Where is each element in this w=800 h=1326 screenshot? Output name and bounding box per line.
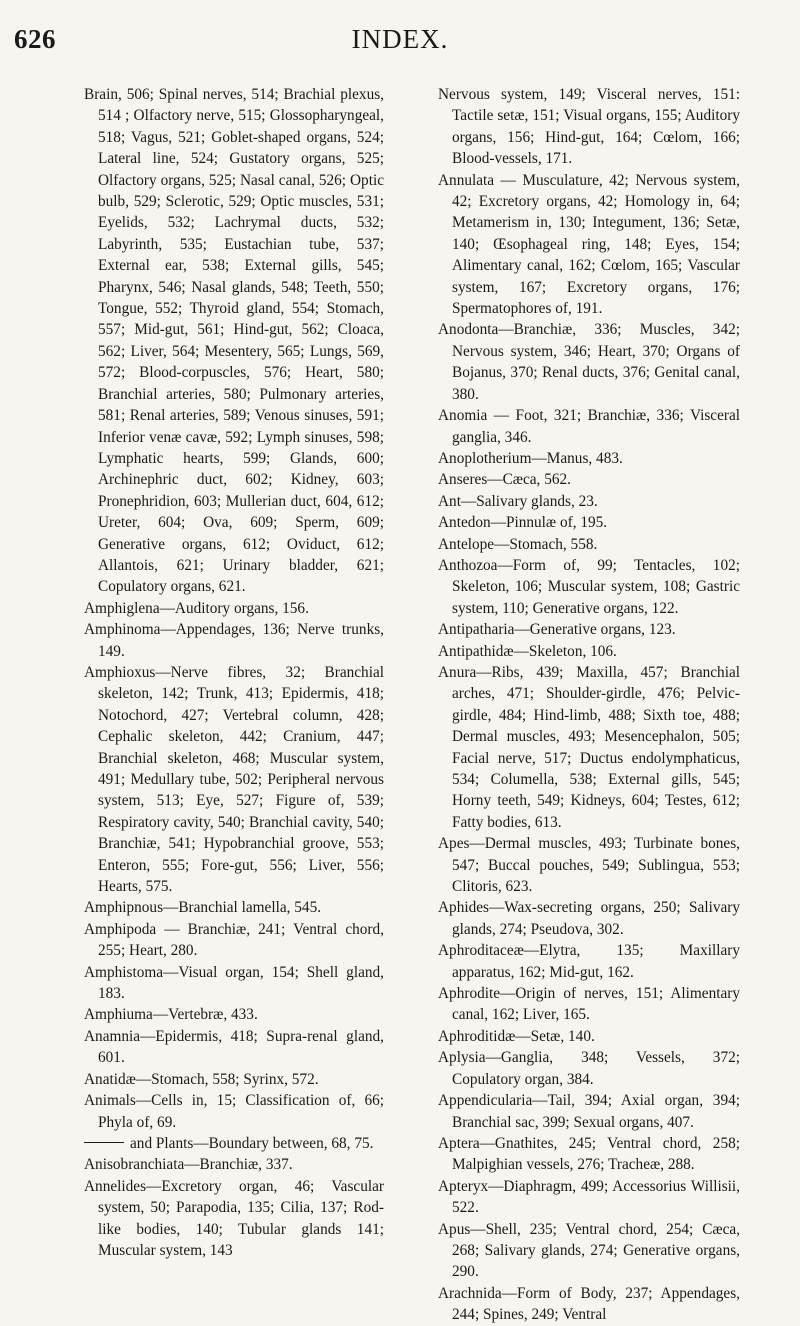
index-entry: Aphrodite—Origin of nerves, 151; Alimentary canal, 162; Liver, 165. <box>438 985 740 1024</box>
index-entry: Antedon—Pinnulæ of, 195. <box>438 514 608 532</box>
index-entry: Antipatharia—Generative organs, 123. <box>438 621 676 639</box>
index-entry: Amphipnous—Branchial lamella, 545. <box>84 899 322 917</box>
index-entry: Ant—Salivary glands, 23. <box>438 492 598 510</box>
index-entry: Amphipoda — Branchiæ, 241; Ventral chord, 255; Heart, 280. <box>84 920 384 960</box>
index-entry: Amphiuma—Vertebræ, 433. <box>84 1006 258 1024</box>
index-entry: Aphroditaceæ—Elytra, 135; Maxillary apparatus, 162; Mid-gut, 162. <box>438 942 740 981</box>
index-entry: Annulata — Musculature, 42; Nervous system, 42; Excretory organs, 42; Homology in, 64; Metamerism in, 130; Integument, 136; Setæ, 140; Œsophageal ring, 148; Eyes, 154; Alimentary canal, 162; Cœlom, 165; Vascular system, 167; Excretory organs, 176; Spermatophores of, 191. <box>438 171 740 318</box>
index-entry: Brain, 506; Spinal nerves, 514; Brachial plexus, 514 ; Olfactory nerve, 515; Glossopharyngeal, 518; Vagus, 521; Goblet-shaped organs, 524; Lateral line, 524; Gustatory organs, 525; Olfactory organs, 525; Nasal canal, 526; Optic bulb, 529; Sclerotic, 529; Optic muscles, 531; Eyelids, 532; Lachrymal ducts, 532; Labyrinth, 535; Eustachian tube, 537; External ear, 538; External gills, 545; Pharynx, 546; Nasal glands, 548; Teeth, 550; Tongue, 552; Thyroid gland, 554; Stomach, 557; Mid-gut, 561; Hind-gut, 562; Cloaca, 562; Liver, 564; Mesentery, 565; Lungs, 569, 572; Blood-corpuscles, 576; Heart, 580; Branchial arteries, 580; Pulmonary arteries, 581; Renal arteries, 589; Venous sinuses, 591; Inferior venæ cavæ, 592; Lymph sinuses, 598; Lymphatic hearts, 599; Glands, 600; Archinephric duct, 602; Kidney, 603; Pronephridion, 603; Mullerian duct, 604, 612; Ureter, 604; Ova, 609; Sperm, 609; Generative organs, 612; Oviduct, 612; Allantois, 621; Urinary bladder, 621; Copulatory organs, 621. <box>84 86 384 596</box>
index-entry: Anodonta—Branchiæ, 336; Muscles, 342; Nervous system, 346; Heart, 370; Organs of Bojanus, 370; Renal ducts, 376; Genital canal, 380. <box>438 321 740 403</box>
index-column-right <box>438 84 740 1326</box>
index-entry: Animals—Cells in, 15; Classification of, 66; Phyla of, 69. <box>84 1092 384 1131</box>
index-entry: Amphistoma—Visual organ, 154; Shell gland, 183. <box>84 963 384 1003</box>
index-entry: Aphroditidæ—Setæ, 140. <box>438 1027 595 1045</box>
index-entry: Anseres—Cæca, 562. <box>438 471 571 489</box>
index-entry: Aplysia—Ganglia, 348; Vessels, 372; Copulatory organ, 384. <box>438 1049 740 1088</box>
index-entry-continuation <box>84 1133 384 1154</box>
index-entry: Aphides—Wax-secreting organs, 250; Salivary glands, 274; Pseudova, 302. <box>438 899 740 938</box>
index-entry: Apes—Dermal muscles, 493; Turbinate bones, 547; Buccal pouches, 549; Sublingua, 553; Clitoris, 623. <box>438 835 740 896</box>
index-entry: Amphinoma—Appendages, 136; Nerve trunks, 149. <box>84 621 384 660</box>
index-entry: Amphiglena—Auditory organs, 156. <box>84 599 309 617</box>
index-entry: Nervous system, 149; Visceral nerves, 151: Tactile setæ, 151; Visual organs, 155; Auditory organs, 156; Hind-gut, 164; Cœlom, 166; Blood-vessels, 171. <box>438 86 740 168</box>
index-entry: Anatidæ—Stomach, 558; Syrinx, 572. <box>84 1070 319 1088</box>
ditto-dash <box>84 1142 124 1143</box>
index-entry: Apus—Shell, 235; Ventral chord, 254; Cæca, 268; Salivary glands, 274; Generative organs, 290. <box>438 1220 740 1281</box>
index-entry: Anomia — Foot, 321; Branchiæ, 336; Visceral ganglia, 346. <box>438 407 740 446</box>
index-entry: Amphioxus—Nerve fibres, 32; Branchial skeleton, 142; Trunk, 413; Epidermis, 418; Notochord, 427; Vertebral column, 428; Cephalic skeleton, 442; Cranium, 447; Branchial skeleton, 468; Muscular system, 491; Medullary tube, 502; Peripheral nervous system, 513; Eye, 527; Figure of, 539; Respiratory cavity, 540; Branchial cavity, 540; Branchiæ, 541; Hypobranchial groove, 553; Enteron, 555; Fore-gut, 556; Liver, 556; Hearts, 575. <box>84 663 384 896</box>
page-number: 626 <box>14 24 56 54</box>
index-entry: Anthozoa—Form of, 99; Tentacles, 102; Skeleton, 106; Muscular system, 108; Gastric system, 110; Generative organs, 122. <box>438 556 740 617</box>
index-entry: Anura—Ribs, 439; Maxilla, 457; Branchial arches, 471; Shoulder-girdle, 476; Pelvic-girdle, 484; Hind-limb, 488; Sixth toe, 488; Dermal muscles, 493; Mesencephalon, 505; Facial nerve, 517; Ductus endolymphaticus, 534; Columella, 538; External gills, 545; Horny teeth, 549; Kidneys, 604; Testes, 612; Fatty bodies, 613. <box>438 663 740 831</box>
index-entry: Aptera—Gnathites, 245; Ventral chord, 258; Malpighian vessels, 276; Tracheæ, 288. <box>438 1134 740 1174</box>
index-entry: Apteryx—Diaphragm, 499; Accessorius Willisii, 522. <box>438 1177 740 1217</box>
running-head <box>0 22 800 56</box>
index-entry: Appendicularia—Tail, 394; Axial organ, 394; Branchial sac, 399; Sexual organs, 407. <box>438 1092 740 1131</box>
index-entry: Antelope—Stomach, 558. <box>438 535 598 553</box>
index-entry: Arachnida—Form of Body, 237; Appendages, 244; Spines, 249; Ventral <box>438 1284 740 1324</box>
index-entry: Anisobranchiata—Branchiæ, 337. <box>84 1156 293 1174</box>
index-entry-text: and Plants—Boundary between, 68, 75. <box>130 1134 374 1152</box>
running-title: INDEX. <box>351 24 449 54</box>
index-entry: Antipathidæ—Skeleton, 106. <box>438 642 617 660</box>
index-entry: Annelides—Excretory organ, 46; Vascular system, 50; Parapodia, 135; Cilia, 137; Rod-like bodies, 140; Tubular glands 141; Muscular system, 143 <box>84 1177 384 1259</box>
index-column-left <box>84 84 384 1261</box>
index-entry: Anamnia—Epidermis, 418; Supra-renal gland, 601. <box>84 1027 384 1067</box>
index-entry: Anoplotherium—Manus, 483. <box>438 449 623 467</box>
